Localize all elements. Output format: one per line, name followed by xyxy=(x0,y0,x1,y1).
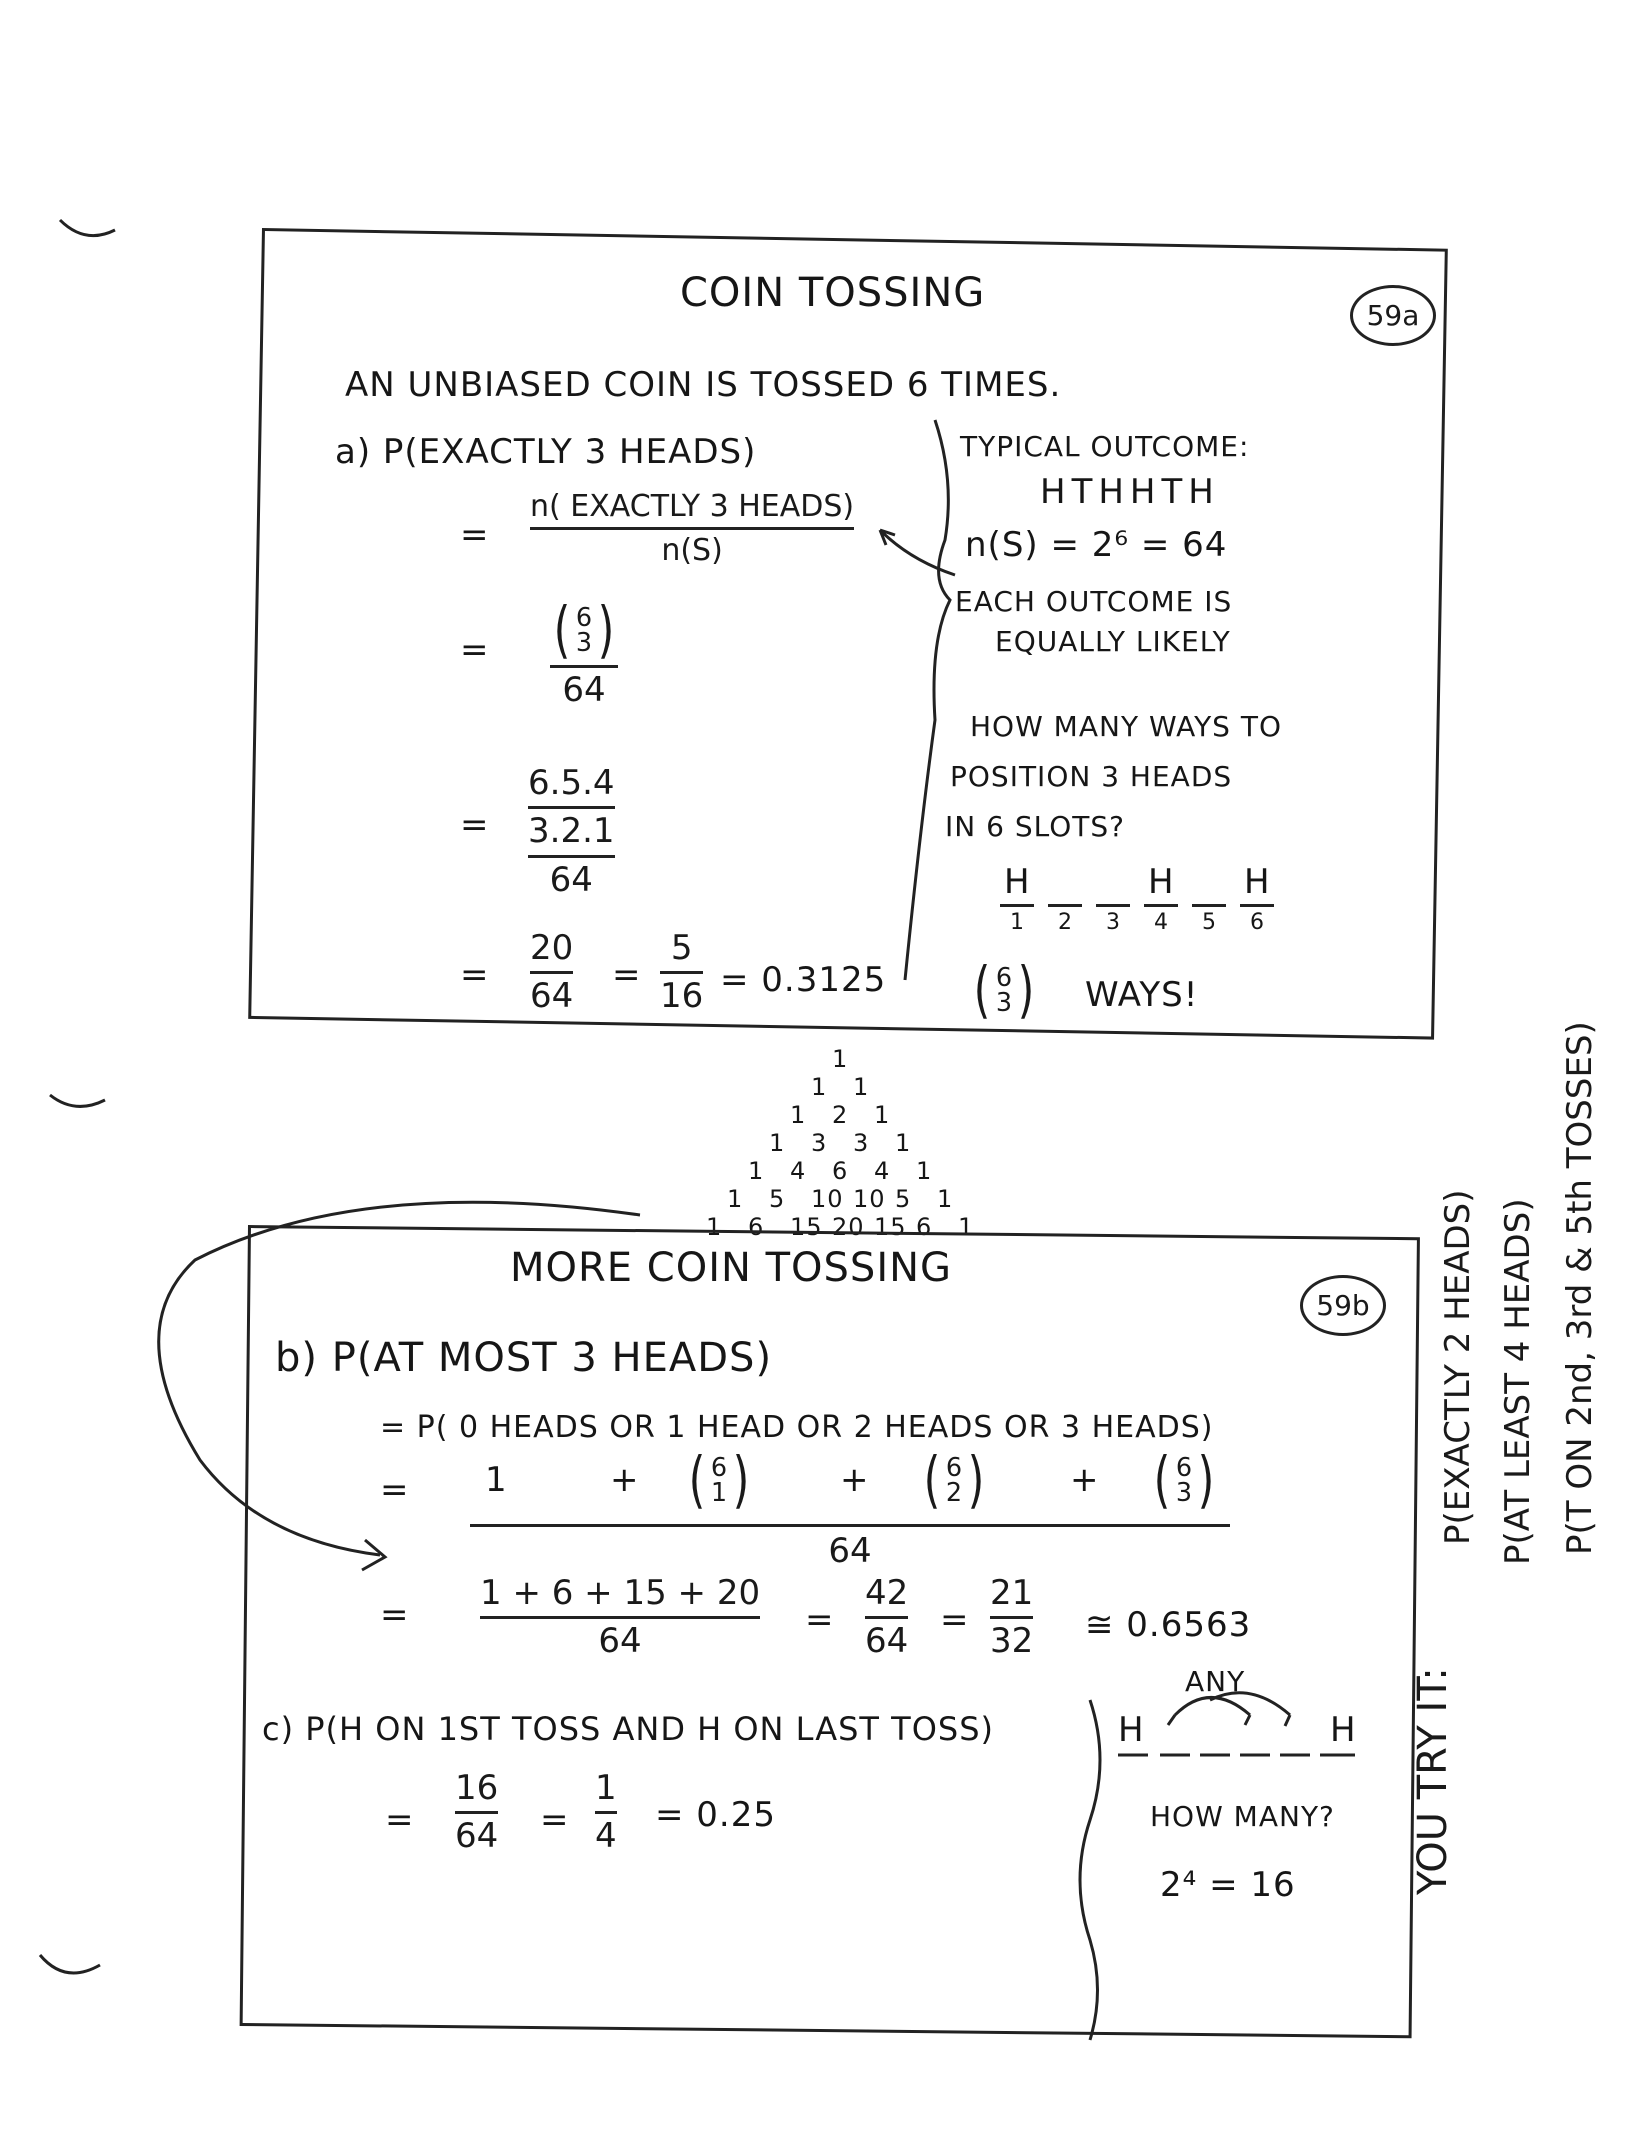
pascal-entry: 1 xyxy=(832,1045,849,1073)
pascal-entry: 1 xyxy=(727,1185,744,1213)
pascal-entry: 1 xyxy=(853,1073,870,1101)
card-b-tag-text: 59b xyxy=(1316,1289,1370,1322)
fraction-denominator: 64 xyxy=(455,1816,499,1857)
slot-number: 6 xyxy=(1250,910,1265,935)
plus-sign: + xyxy=(1070,1460,1100,1500)
equally-likely-2: EQUALLY LIKELY xyxy=(995,625,1231,658)
how-many-label: HOW MANY? xyxy=(1150,1800,1335,1833)
slot-letter: H xyxy=(1244,862,1271,902)
slot-number: 1 xyxy=(1010,910,1025,935)
card-b-title: MORE COIN TOSSING xyxy=(510,1245,953,1291)
eq-sign: = xyxy=(380,1470,410,1510)
fraction-denominator: 32 xyxy=(990,1621,1034,1662)
fraction-numerator: 1 xyxy=(595,1768,617,1808)
card-a-intro: AN UNBIASED COIN IS TOSSED 6 TIMES. xyxy=(345,365,1062,405)
two-power: 2⁴ = 16 xyxy=(1160,1865,1296,1905)
pascal-entry: 1 xyxy=(769,1129,786,1157)
pascal-entry: 6 xyxy=(832,1157,849,1185)
binom-n: 6 xyxy=(1175,1453,1193,1484)
pascal-entry: 1 xyxy=(958,1213,975,1241)
binom-n: 6 xyxy=(995,963,1013,994)
card-a-tag-text: 59a xyxy=(1366,299,1420,332)
pointer-arrow xyxy=(880,530,955,575)
curved-arrow xyxy=(159,1202,640,1555)
last-h: H xyxy=(1330,1710,1357,1750)
slot-number: 4 xyxy=(1154,910,1169,935)
how-many-2: POSITION 3 HEADS xyxy=(950,760,1233,793)
binom-k: 1 xyxy=(710,1477,728,1508)
fraction-denominator: 64 xyxy=(562,670,606,711)
plus-sign: + xyxy=(840,1460,870,1500)
equally-likely-1: EACH OUTCOME IS xyxy=(955,585,1233,618)
pascal-entry: 1 xyxy=(937,1185,954,1213)
eq-sign: = xyxy=(385,1800,415,1840)
pascal-entry: 4 xyxy=(874,1157,891,1185)
binom-6-2: ( 6 2 ) xyxy=(923,1445,985,1516)
fraction-denominator: 64 xyxy=(598,1621,642,1662)
fraction-denominator: 64 xyxy=(549,859,593,900)
result-decimal: = 0.3125 xyxy=(720,960,887,1000)
part-b-label: b) P(AT MOST 3 HEADS) xyxy=(275,1335,773,1381)
pascal-entry: 1 xyxy=(790,1101,807,1129)
fraction-denominator: 64 xyxy=(530,976,574,1017)
pascal-entry: 1 xyxy=(874,1101,891,1129)
fraction-denominator: 4 xyxy=(595,1816,617,1857)
binom-n: 6 xyxy=(945,1453,963,1484)
how-many-1: HOW MANY WAYS TO xyxy=(970,710,1282,743)
eq-sign: = xyxy=(940,1600,970,1640)
slot-letter: H xyxy=(1148,862,1175,902)
you-try-item-1: P(EXACTLY 2 HEADS) xyxy=(1438,1189,1478,1545)
wavy-divider xyxy=(1080,1700,1100,2040)
part-a-label: a) P(EXACTLY 3 HEADS) xyxy=(335,432,757,472)
slot-number: 3 xyxy=(1106,910,1121,935)
you-try-item-3: P(T ON 2nd, 3rd & 5th TOSSES) xyxy=(1560,1021,1600,1555)
fraction-numerator: 5 xyxy=(670,928,693,968)
slot-letter: H xyxy=(1004,862,1031,902)
slot-number: 2 xyxy=(1058,910,1073,935)
you-try-label: YOU TRY IT: xyxy=(1410,1667,1456,1895)
margin-tick xyxy=(50,1095,105,1106)
pascal-entry: 1 xyxy=(895,1129,912,1157)
binom-6-3: ( 6 3 ) xyxy=(1153,1445,1215,1516)
binom-k: 3 xyxy=(1175,1477,1193,1508)
eq-sign: = xyxy=(805,1600,835,1640)
typical-outcome-sequence: HTHHTH xyxy=(1040,472,1220,512)
binom-6-1: ( 6 1 ) xyxy=(688,1445,750,1516)
any-label: ANY xyxy=(1185,1665,1246,1698)
sum-term-1: 1 xyxy=(485,1460,508,1500)
binom-6-3-ways: ( 6 3 ) xyxy=(973,955,1035,1026)
fraction-numerator: 20 xyxy=(530,928,574,968)
eq-sign: = xyxy=(540,1800,570,1840)
fraction-denominator: 16 xyxy=(660,976,704,1017)
first-h: H xyxy=(1118,1710,1145,1750)
pascal-entry: 20 xyxy=(832,1213,865,1241)
brace xyxy=(905,420,950,980)
binom-n: 6 xyxy=(575,603,593,634)
pascal-entry: 4 xyxy=(790,1157,807,1185)
binom-6-3: ( 6 3 ) xyxy=(553,595,615,666)
fraction-numerator: 16 xyxy=(455,1768,499,1808)
eq-sign: = xyxy=(380,1595,410,1635)
c-decimal: = 0.25 xyxy=(655,1795,776,1835)
binom-k: 2 xyxy=(945,1477,963,1508)
pascal-entry: 5 xyxy=(769,1185,786,1213)
pascal-entry: 1 xyxy=(706,1213,723,1241)
product-numerator: 6.5.4 xyxy=(528,763,615,803)
binom-sum-denominator: 64 xyxy=(828,1531,872,1571)
pascal-entry: 10 xyxy=(811,1185,844,1213)
pascal-entry: 6 xyxy=(916,1213,933,1241)
binom-k: 3 xyxy=(575,627,593,658)
fraction-numerator: 1 + 6 + 15 + 20 xyxy=(480,1573,761,1613)
any-arrows xyxy=(1168,1693,1290,1726)
fraction-denominator: n(S) xyxy=(661,533,723,568)
binom-n: 6 xyxy=(710,1453,728,1484)
approx-value: ≅ 0.6563 xyxy=(1085,1605,1252,1645)
how-many-3: IN 6 SLOTS? xyxy=(945,810,1125,843)
eq-sign: = xyxy=(612,955,642,995)
eq-sign: = xyxy=(460,630,490,670)
card-a-title: COIN TOSSING xyxy=(680,270,986,316)
pascal-entry: 3 xyxy=(853,1129,870,1157)
fraction-numerator: 21 xyxy=(990,1573,1034,1613)
product-denominator: 3.2.1 xyxy=(528,811,615,852)
margin-tick xyxy=(40,1955,100,1973)
pascal-entry: 10 xyxy=(853,1185,886,1213)
margin-tick xyxy=(60,220,115,236)
fraction-numerator: n( EXACTLY 3 HEADS) xyxy=(530,489,855,524)
typical-outcome-label: TYPICAL OUTCOME: xyxy=(960,430,1250,463)
sample-space-size: n(S) = 2⁶ = 64 xyxy=(965,525,1228,565)
part-c-label: c) P(H ON 1ST TOSS AND H ON LAST TOSS) xyxy=(262,1710,994,1748)
eq-sign: = xyxy=(460,515,490,555)
pascal-entry: 15 xyxy=(790,1213,823,1241)
pascal-entry: 3 xyxy=(811,1129,828,1157)
eq-sign: = xyxy=(460,805,490,845)
ways-label: WAYS! xyxy=(1085,975,1199,1015)
pascal-entry: 6 xyxy=(748,1213,765,1241)
pascal-entry: 5 xyxy=(895,1185,912,1213)
pascal-entry: 1 xyxy=(748,1157,765,1185)
plus-sign: + xyxy=(610,1460,640,1500)
pascal-entry: 1 xyxy=(916,1157,933,1185)
eq-sign: = xyxy=(460,955,490,995)
pascal-entry: 2 xyxy=(832,1101,849,1129)
pascal-entry: 1 xyxy=(811,1073,828,1101)
fraction-denominator: 64 xyxy=(865,1621,909,1662)
binom-k: 3 xyxy=(995,987,1013,1018)
pascal-entry: 15 xyxy=(874,1213,907,1241)
part-b-line1: = P( 0 HEADS OR 1 HEAD OR 2 HEADS OR 3 HEADS) xyxy=(380,1410,1214,1445)
slot-number: 5 xyxy=(1202,910,1217,935)
fraction-numerator: 42 xyxy=(865,1573,909,1613)
you-try-item-2: P(AT LEAST 4 HEADS) xyxy=(1498,1198,1538,1565)
